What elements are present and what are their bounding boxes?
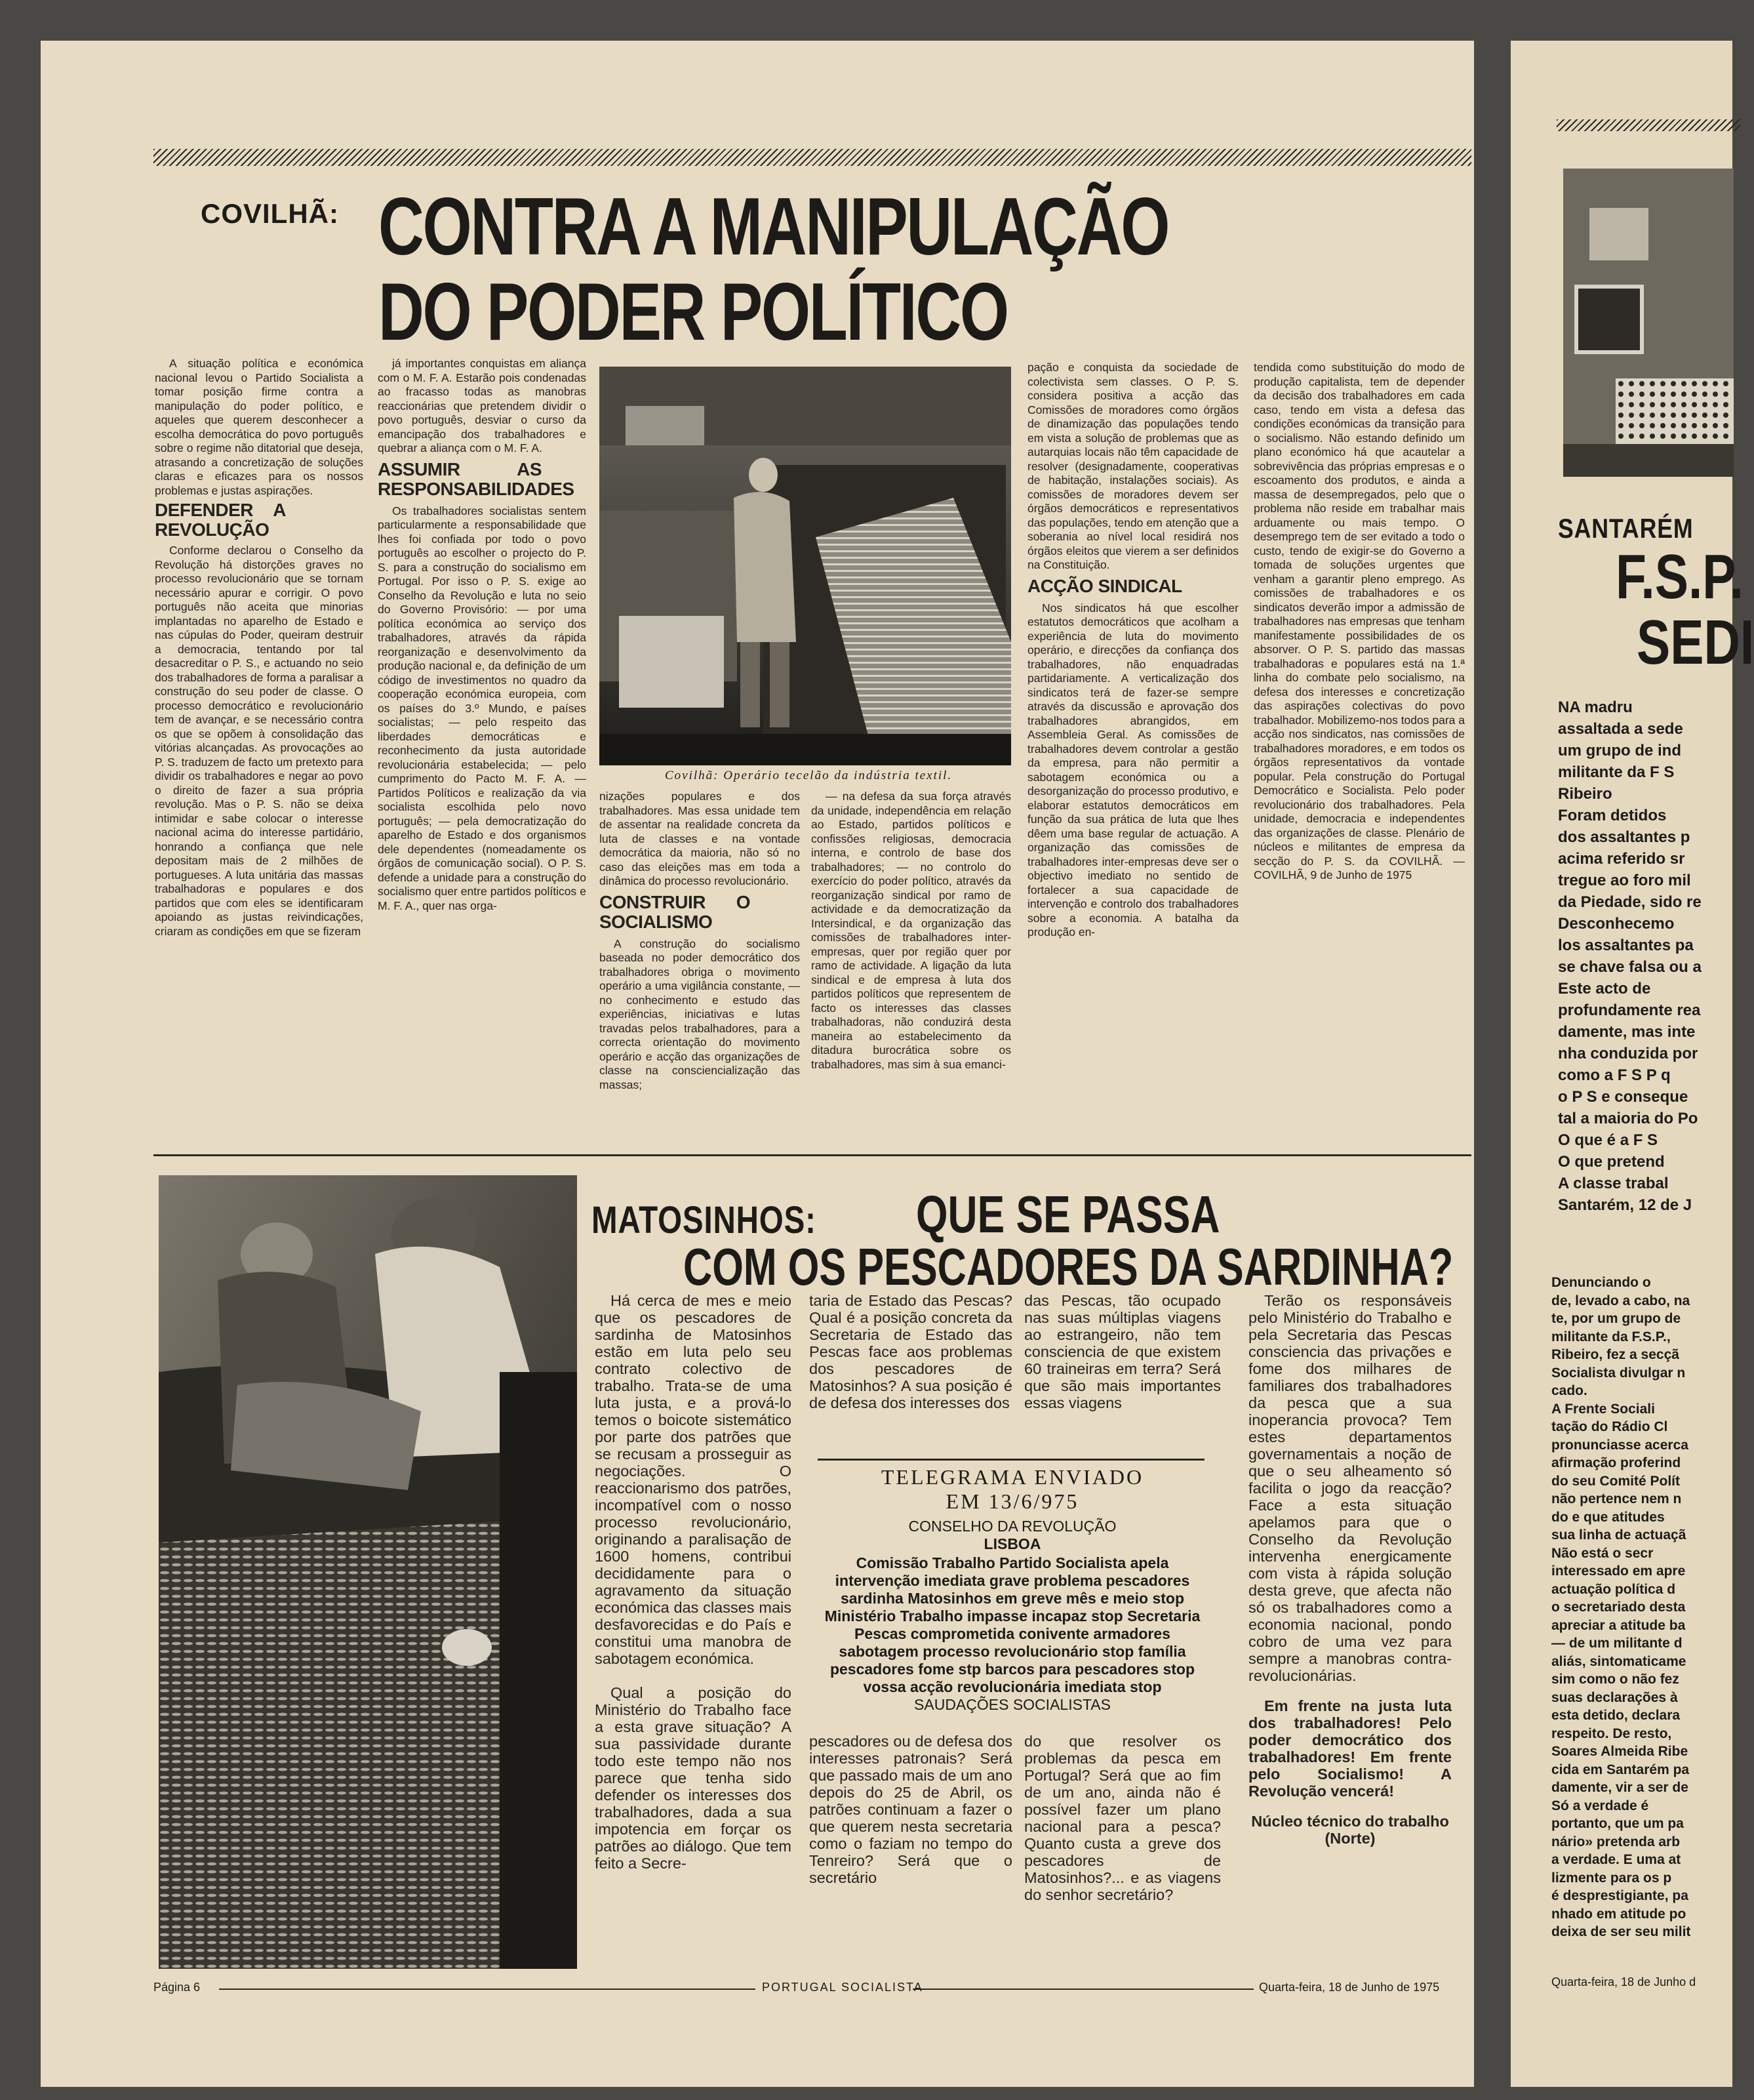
article-line: nário» pretenda arb xyxy=(1551,1834,1681,1849)
matosinhos-col1-text: Há cerca de mes e meio que os pescadores de sardinha de Matosinhos estão em luta pelo seu contrato colectivo de trabalho. Trata-se de uma luta justa, e a prová-lo temos o boicote sistemático por parte dos patrões que se recusam a prosseguir as negociações. O reaccionarismo dos patrões, incompatível com o nosso processo revolucionário, originando a paralisação de 1600 homens, contribui decididamente para o agravamento da situação económica das classes mais desfavorecidas e do País e constitui uma manobra de sabotagem económica. xyxy=(595,1292,791,1667)
article-line: Ribeiro, fez a secçã xyxy=(1551,1347,1679,1362)
covilha-col5b-text: Nos sindicatos há que escolher estatutos democráticos que acolham a experiência de luta do movimento operário, e direcções da confiança dos trabalhadores, não enquadradas partidariamente. A verticalização dos sindicatos terá de fazer-se sempre através da discussão e aprovação dos trabalhadores abrangidos, em Assembleia Geral. As comissões de trabalhadores devem controlar a gestão da empresa, para não permitir a sabotagem económica ou a desorganização do processo produtivo, e elaborar estatutos democráticos em função da sua prática de luta que lhes dêem uma base regular de actuação. A organização das comissões de trabalhadores inter-empresas deve ser o objectivo imediato no sentido de fortalecer a sua capacidade de intervenção e controlo dos trabalhadores sobre a economia. A batalha da produção en- xyxy=(1027,601,1239,939)
article-line: deixa de ser seu milit xyxy=(1551,1924,1691,1939)
santarem-headline-line1: F.S.P. xyxy=(1616,542,1744,612)
article-line: como a F S P q xyxy=(1558,1066,1671,1084)
covilha-col1b-text: Conforme declarou o Conselho da Revolução há distorções graves no processo revolucionário que se tornam necessário apurar e corrigir. O povo português não aceita que minorias implantadas no aparelho de Estado e nas cúpulas do Poder, queiram destruir a democracia, tentando por tal desacreditar o P. S., e actuando no seio dos trabalhadores de forma a paralisar a construção do seu poder de classe. O processo democrático e revolucionário tem de avançar, e se necessário contra os que se opõem à consolidação das vitórias alcançadas. As provocações ao P. S. traduzem de facto um pretexto para dividir os trabalhadores e negar ao povo o direito de fazer a sua própria revolução. Mas o P. S. não se deixa intimidar e sabe colocar o interesse nacional acima do interesse partidário, honrando a confiança que nele depositam mais de 2 milhões de portugueses. A luta unitária das massas trabalhadoras e populares e dos partidos que com eles se identificaram apoiando as justas reivindicações, criaram as condições em que se fizeram xyxy=(155,544,363,938)
article-line: NA madru xyxy=(1558,698,1633,716)
article-line: te, por um grupo de xyxy=(1551,1311,1681,1326)
article-line: O que é a F S xyxy=(1558,1131,1658,1149)
footer-page-number: Página 6 xyxy=(153,1981,201,1994)
article-line: sua linha de actuaçã xyxy=(1551,1527,1686,1543)
article-line: aliás, sintomaticame xyxy=(1551,1653,1686,1669)
matosinhos-kicker: MATOSINHOS: xyxy=(591,1199,816,1242)
article-line: O que pretend xyxy=(1558,1153,1665,1171)
telegram-body: Comissão Trabalho Partido Socialista apela intervenção imediata grave problema pescadores sardinha Matosinhos em greve mês e meio stop Ministério Trabalho impasse incapaz stop Secretaria Pescas comprometida conivente armadores sabotagem processo revolucionário stop família pescadores fome stp barcos para pescadores stop vossa acção revolucionária imediata stop xyxy=(824,1554,1201,1695)
matosinhos-col3b-text: do que resolver os problemas da pesca em Portugal? Será que ao fim de um ano, ainda não é possível fazer um plano nacional para a pesca? Quanto custa a greve dos pescadores de Matosinhos?... e as viagens do senhor secretário? xyxy=(1024,1733,1221,1903)
article-line: los assaltantes pa xyxy=(1558,937,1694,954)
matosinhos-signature: Núcleo técnico do trabalho (Norte) xyxy=(1251,1813,1449,1847)
covilha-col6 xyxy=(1254,361,1465,1148)
telegram-city: LISBOA xyxy=(984,1535,1041,1552)
article-line: sim como o não fez xyxy=(1551,1672,1679,1687)
weaver-photo-illustration xyxy=(599,367,1011,765)
article-line: acima referido sr xyxy=(1558,850,1685,868)
matosinhos-col2-top xyxy=(809,1292,1012,1446)
article-line: apreciar a atitude ba xyxy=(1551,1617,1686,1633)
article-line: um grupo de ind xyxy=(1558,742,1681,759)
article-line: Denunciando o xyxy=(1551,1275,1651,1290)
article-line: da Piedade, sido re xyxy=(1558,893,1702,911)
covilha-col4 xyxy=(811,790,1011,1149)
article-line: Não está o secr xyxy=(1551,1545,1654,1561)
covilha-col5 xyxy=(1027,361,1239,1148)
fishermen-photo-illustration xyxy=(159,1175,577,1969)
matosinhos-col4 xyxy=(1248,1292,1452,1977)
newspaper-page-6 xyxy=(41,41,1474,2087)
article-line: Só a verdade é xyxy=(1551,1798,1649,1813)
telegram-recipient: CONSELHO DA REVOLUÇÃO xyxy=(908,1518,1117,1535)
page2-footer-date: Quarta-feira, 18 de Junho d xyxy=(1551,1975,1696,1989)
matosinhos-headline-line2: COM OS PESCADORES DA SARDINHA? xyxy=(683,1238,1454,1296)
covilha-col3-text: nizações populares e dos trabalhadores. Mas essa unidade tem de assentar na realidade concreta da luta de classes e na vontade democrática da maioria, não só no caso das eleições mas em toda a dinâmica do processo revolucionário. xyxy=(599,790,800,887)
covilha-headline-line1: CONTRA A MANIPULAÇÃO xyxy=(378,182,1169,272)
article-line: portanto, que um pa xyxy=(1551,1816,1684,1831)
subhead-assumir: ASSUMIR AS RESPONSABILIDADES xyxy=(378,458,574,499)
article-line: A classe trabal xyxy=(1558,1175,1669,1192)
newspaper-page-7-partial xyxy=(1511,41,1754,2087)
santarem-headline-line2: SEDI xyxy=(1637,607,1754,677)
page2-top-hatch xyxy=(1557,119,1740,131)
article-line: lizmente para os p xyxy=(1551,1870,1672,1886)
covilha-col5-text: pação e conquista da sociedade de colectivista sem classes. O P. S. considera positiva a acção das Comissões de moradores como órgãos de dinamização das populações tendo em vista a solução de problemas que as autarquias locais não têm capacidade de resolver (designadamente, cooperativas de habitação, instalações sociais). As comissões de moradores devem ser órgãos democráticos e representativos das populações, tendo em atenção que a soberania ao nível local residirá nos órgãos eleitos que vierem a ser definidos na Constituição. xyxy=(1027,361,1239,571)
telegram-signature: SAUDAÇÕES SOCIALISTAS xyxy=(914,1696,1111,1713)
footer-date: Quarta-feira, 18 de Junho de 1975 xyxy=(1259,1981,1440,1994)
santarem-article-text xyxy=(1558,697,1732,1216)
top-hatch-rule xyxy=(153,149,1471,166)
article-line: respeito. De resto, xyxy=(1551,1726,1672,1741)
matosinhos-col3-text: das Pescas, tão ocupado nas suas múltiplas viagens ao estrangeiro, não tem consciencia de que existem 60 traineiras em terra? Será que são mais importantes essas viagens xyxy=(1024,1292,1221,1411)
covilha-col3 xyxy=(599,790,800,1149)
article-line: Este acto de xyxy=(1558,980,1651,998)
article-line: se chave falsa ou a xyxy=(1558,958,1702,976)
telegram-box xyxy=(809,1465,1216,1714)
telegram-date: EM 13/6/975 xyxy=(946,1489,1079,1513)
article-line: Foram detidos xyxy=(1558,807,1667,824)
article-line: tal a maioria do Po xyxy=(1558,1110,1698,1127)
telegram-top-rule xyxy=(818,1459,1205,1461)
matosinhos-col1b-text: Qual a posição do Ministério do Trabalho face a esta grave situação? A sua passividade durante todo este tempo não nos parece que tenha sido defender os interesses dos trabalhadores, dada a sua impotencia em forçar os patrões ao diálogo. Que tem feito a Secre- xyxy=(595,1684,791,1872)
article-line: A Frente Sociali xyxy=(1551,1401,1655,1417)
article-line: o P S e conseque xyxy=(1558,1088,1688,1106)
article-line: militante da F S xyxy=(1558,763,1675,781)
santarem-photo-interior xyxy=(1563,169,1734,477)
article-line: Soares Almeida Ribe xyxy=(1551,1744,1688,1759)
article-line: tação do Rádio Cl xyxy=(1551,1419,1668,1434)
covilha-photo-caption: Covilhã: Operário tecelão da indústria textil. xyxy=(665,769,953,782)
footer-paper-name: PORTUGAL SOCIALISTA xyxy=(762,1981,923,1994)
telegram-title: TELEGRAMA ENVIADO xyxy=(881,1465,1144,1489)
article-line: cida em Santarém pa xyxy=(1551,1762,1690,1777)
article-line: não pertence nem n xyxy=(1551,1491,1682,1506)
matosinhos-col3-top xyxy=(1024,1292,1221,1446)
covilha-col1-text: A situação política e económica nacional levou o Partido Socialista a tomar posição firme contra a manipulação do poder político, e aqueles que querem desconhecer a escolha democrática do povo português sobre o regime não ditatorial que deseja, atrasando a concretização de soluções claras e eficazes para os nossos problemas e justas aspirações. xyxy=(155,357,363,497)
article-line: profundamente rea xyxy=(1558,1001,1701,1019)
office-photo-illustration xyxy=(1563,169,1734,477)
footer-rule-left xyxy=(219,1989,755,1990)
article-line: suas declarações à xyxy=(1551,1689,1678,1705)
article-line: Ribeiro xyxy=(1558,785,1612,803)
matosinhos-headline-line1: QUE SE PASSA xyxy=(916,1185,1220,1243)
article-line: actuação política d xyxy=(1551,1581,1676,1597)
covilha-col2-text: já importantes conquistas em aliança com o M. F. A. Estarão pois condenadas ao fracasso todas as manobras reaccionárias que pretendem dividir o povo português, desviar o curso da emancipação dos trabalhadores e quebrar a aliança com o M. F. A. xyxy=(378,357,586,454)
covilha-col2b-text: Os trabalhadores socialistas sentem particularmente a responsabilidade que lhes foi confiada por todo o povo português ao escolher o projecto do P. S. para a construção do socialismo em Portugal. Por isso o P. S. exige ao Conselho da Revolução e luta no seio do Governo Provisório: — por uma política económica ao serviço dos trabalhadores, através da rápida reorganização e desenvolvimento da produção nacional e, da definição de um código de investimentos no quadro da cooperação económica europeia, com os países do 3.º Mundo, e países socialistas; — pelo respeito das liberdades democráticas e reconhecimento da justa autoridade revolucionária estabelecida; — pelo cumprimento do Pacto M. F. A. — Partidos Políticos e realização da via socialista escolhida pelo novo português; — pela democratização do aparelho de Estado e dos organismos dele dependentes (nomeadamente os órgãos de comunicação social). O P. S. defende a unidade para a construção do socialismo quer entre partidos políticos e M. F. A., quer nas orga- xyxy=(378,504,586,912)
matosinhos-photo-fishermen xyxy=(159,1175,577,1969)
article-line: a verdade. E uma at xyxy=(1551,1852,1681,1867)
section-divider xyxy=(153,1154,1471,1156)
article-line: é desprestigiante, pa xyxy=(1551,1888,1688,1903)
article-line: nhado em atitude po xyxy=(1551,1906,1686,1922)
article-line: — de um militante d xyxy=(1551,1636,1683,1651)
santarem-kicker: SANTARÉM xyxy=(1558,513,1694,544)
article-line: militante da F.S.P., xyxy=(1551,1329,1671,1344)
article-line: interessado em apre xyxy=(1551,1564,1686,1579)
covilha-col2 xyxy=(378,357,586,1147)
matosinhos-col4-text: Terão os responsáveis pelo Ministério do Trabalho e pela Secretaria das Pescas consciencia das privações e fome dos milhares de familiares dos trabalhadores da pesca que a sua inoperancia provoca? Tem estes departamentos governamentais a noção de que o seu alheamento só facilita o jogo da reacção? Face a esta situação apelamos para que o Conselho da Revolução intervenha energicamente com vista à rápida solução desta greve, que afecta não só os trabalhadores como a economia nacional, pondo cobro de uma vez para sempre a manobras contra-revolucionárias. xyxy=(1248,1292,1452,1684)
article-line: afirmação proferind xyxy=(1551,1455,1681,1470)
subhead-defender: DEFENDER A REVOLUÇÃO xyxy=(155,500,286,540)
santarem-secondary-text xyxy=(1551,1274,1732,1941)
matosinhos-col1 xyxy=(595,1292,791,1974)
subhead-accao-sindical: ACÇÃO SINDICAL xyxy=(1027,575,1182,596)
covilha-col4-text: — na defesa da sua força através da unidade, independência em relação ao Estado, partidos políticos e confissões religiosas, democracia interna, e controlo de base dos trabalhadores; — no controlo do exercício do poder político, através da reorganização sindical por ramo de actividade e da democratização da Intersindical, e da organização das comissões de trabalhadores inter-empresas, quer por região quer por ramo de actividade. A ligação da luta sindical e de empresa à luta dos partidos políticos que representem de facto os interesses das classes trabalhadoras, não conduzirá desta maneira ao estabelecimento da ditadura burocrática sobre os trabalhadores, mas sim à sua emanci- xyxy=(811,790,1011,1071)
covilha-col1 xyxy=(155,357,363,1147)
covilha-col6-text: tendida como substituição do modo de produção capitalista, tem de depender da decisão dos trabalhadores em cada caso, tendo em vista a defesa das condições económicas da transição para o socialismo. Não estando definido um plano económico há que acautelar a sobrevivência das próprias empresas e o escoamento dos produtos, e ainda a massa de desempregados, pelo que o problema não reside em trabalhar mais arduamente ou mais tempo. O desemprego tem de ser evitado a todo o custo, tendo de exigir-se do Governo a tomada de soluções urgentes que venham a garantir pleno emprego. As comissões de trabalhadores e os sindicatos deverão impor a admissão de trabalhadores nas empresas que tenham manifestamente possibilidades de os absorver. O P. S. partido das massas trabalhadoras e populares está na 1.ª linha do combate pelo socialismo, na defesa dos interesses e concretização das aspirações colectivas do povo trabalhador. Mobilizemo-nos todos para a acção nos sindicatos, nas comissões de trabalhadores moradores, e em todos os órgãos representativos da vontade popular. Pela construção do Portugal Democrático e Socialista. Pelo poder revolucionário dos trabalhadores. Pela unidade, democracia e independentes das organizações de classe. Plenário de núcleos e militantes de empresa da secção do P. S. da COVILHÃ. — COVILHÃ, 9 de Junho de 1975 xyxy=(1254,361,1465,881)
article-line: pronunciasse acerca xyxy=(1551,1437,1688,1453)
subhead-construir: CONSTRUIR O SOCIALISMO xyxy=(599,891,750,932)
article-line: assaltada a sede xyxy=(1558,720,1683,738)
article-line: dos assaltantes p xyxy=(1558,828,1690,846)
article-line: Socialista divulgar n xyxy=(1551,1365,1686,1381)
matosinhos-col2-text: taria de Estado das Pescas? Qual é a posição concreta da Secretaria de Estado das Pescas face aos problemas dos pescadores de Matosinhos? A sua posição é de defesa dos interesses dos xyxy=(809,1292,1012,1411)
article-line: tregue ao foro mil xyxy=(1558,872,1691,889)
matosinhos-col2b-text: pescadores ou de defesa dos interesses patronais? Será que passado mais de um ano depois do 25 de Abril, os patrões continuam a fazer o que querem nesta secretaria como o faziam no tempo do Tenreiro? Será que o secretário xyxy=(809,1733,1012,1886)
matosinhos-col3-bottom xyxy=(1024,1733,1221,1982)
covilha-kicker: COVILHÃ: xyxy=(201,198,339,229)
article-line: Santarém, 12 de J xyxy=(1558,1196,1692,1214)
covilha-col3b-text: A construção do socialismo baseada no poder democrático dos trabalhadores obriga o movimento operário a uma vigilância constante, — no conhecimento e estudo das experiências, iniciativas e lutas travadas pelos trabalhadores, para a correcta orientação do movimento operário e acção das organizações de classe na consciencialização das massas; xyxy=(599,937,800,1091)
article-line: nha conduzida por xyxy=(1558,1045,1698,1062)
article-line: o secretariado desta xyxy=(1551,1600,1686,1615)
article-line: esta detido, declara xyxy=(1551,1708,1681,1723)
matosinhos-col2-bottom xyxy=(809,1733,1012,1982)
article-line: cado. xyxy=(1551,1383,1587,1398)
article-line: Desconhecemo xyxy=(1558,915,1675,933)
article-line: damente, mas inte xyxy=(1558,1023,1696,1041)
article-line: do e que atitudes xyxy=(1551,1509,1665,1525)
article-line: do seu Comité Polít xyxy=(1551,1473,1681,1489)
article-line: damente, vir a ser de xyxy=(1551,1780,1688,1795)
covilha-photo-weaver xyxy=(599,367,1011,765)
matosinhos-col4b-text: Em frente na justa luta dos trabalhadores! Pelo poder democrático dos trabalhadores! Em frente pelo Socialismo! A Revolução vencerá! xyxy=(1248,1697,1452,1800)
footer-rule-right xyxy=(913,1989,1254,1990)
covilha-headline-line2: DO PODER POLÍTICO xyxy=(378,267,1008,357)
article-line: de, levado a cabo, na xyxy=(1551,1293,1690,1308)
